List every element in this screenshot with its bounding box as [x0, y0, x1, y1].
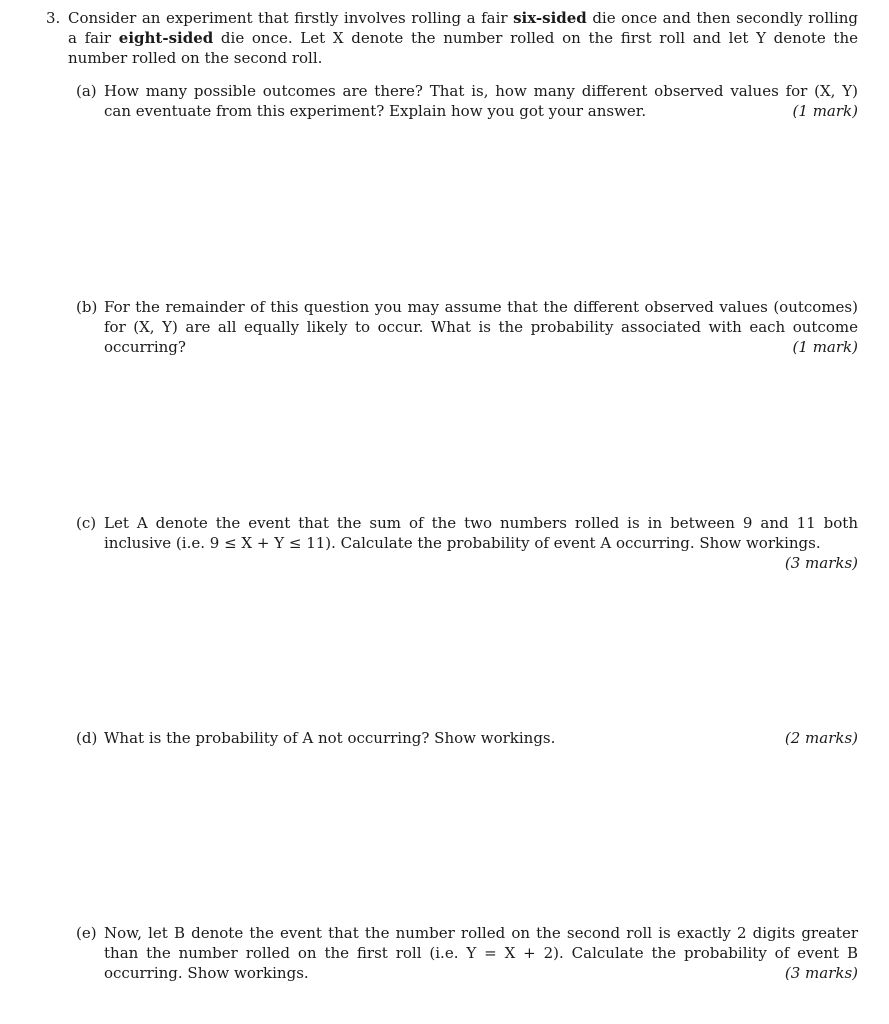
part-b-marks: (1 mark): [792, 338, 858, 356]
intro-bold-eight-sided: eight-sided: [118, 29, 214, 47]
part-a-label: (a): [76, 82, 97, 100]
part-d: [76, 728, 858, 748]
part-c-text: Let A denote the event that the sum of the two numbers rolled is in between 9 and 11 both inclusive (i.e. 9 ≤ X + Y ≤ 11). Calculate the probability of event A occurring. Show workings.: [104, 514, 858, 552]
part-c-label: (c): [76, 514, 97, 532]
part-e: [76, 923, 858, 983]
part-e-text: Now, let B denote the event that the number rolled on the second roll is exactly 2 digits greater than the number rolled on the first roll (i.e. Y = X + 2). Calculate the probability of event B occurring. Show workings.: [104, 924, 858, 982]
part-d-marks: (2 marks): [784, 729, 858, 747]
part-a: [76, 81, 858, 121]
part-a-marks: (1 mark): [792, 102, 858, 120]
question-number: 3.: [46, 9, 61, 27]
part-b-text: For the remainder of this question you may assume that the different observed values (outcomes) for (X, Y) are all equally likely to occur. What is the probability associated with each outcome occurring?: [104, 298, 858, 356]
part-d-text: What is the probability of A not occurring? Show workings.: [104, 729, 556, 747]
part-a-text: How many possible outcomes are there? That is, how many different observed values for (X, Y) can eventuate from this experiment? Explain how you got your answer.: [104, 82, 858, 120]
part-c-body: [104, 513, 858, 573]
part-b: [76, 297, 858, 357]
question-intro: [68, 8, 858, 68]
intro-bold-six-sided: six-sided: [513, 9, 587, 27]
part-e-marks: (3 marks): [784, 964, 858, 982]
part-e-body: [104, 923, 858, 983]
part-b-label: (b): [76, 298, 98, 316]
part-b-body: [104, 297, 858, 357]
part-d-body: [104, 728, 858, 748]
part-d-label: (d): [76, 729, 98, 747]
intro-text-end: die once. Let X denote the number rolled on the first roll and let Y denote the number rolled on the second roll.: [68, 29, 858, 67]
part-e-label: (e): [76, 924, 97, 942]
intro-text-start: Consider an experiment that firstly involves rolling a fair: [68, 9, 514, 27]
intro-text-middle: die once and then secondly rolling a fair: [68, 9, 858, 47]
part-c-marks: (3 marks): [784, 554, 858, 572]
part-a-body: [104, 81, 858, 121]
part-c: [76, 513, 858, 573]
